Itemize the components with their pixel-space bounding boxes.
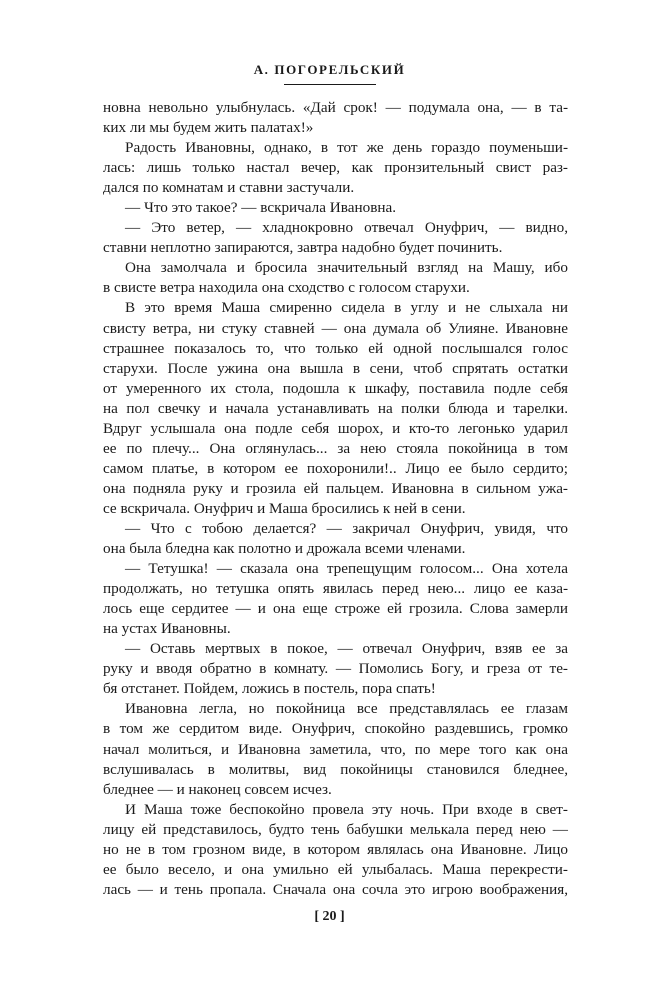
text-line: лось еще сердитее — и она еще строже ей грозила. Слова замерли (103, 600, 568, 618)
text-line: Ивановна легла, но покойница все представлялась ее глазам (125, 700, 568, 718)
text-line: страшнее показалось то, что только ей одной послышался голос (103, 339, 568, 357)
text-line: бя отстанет. Пойдем, ложись в постель, пора спать! (103, 680, 436, 698)
text-line: продолжать, но тетушка опять явилась перед нею... лицо ее каза- (103, 580, 568, 598)
text-line: в том же сердитом виде. Онуфрич, спокойно раздевшись, громко (103, 720, 568, 738)
text-line: руку и вводя обратно в комнату. — Помолись Богу, и греза от те- (103, 660, 568, 678)
text-line: на устах Ивановны. (103, 620, 231, 638)
text-line: — Тетушка! — сказала она трепещущим голосом... Она хотела (125, 560, 568, 578)
text-line: она была бледна как полотно и дрожала всеми членами. (103, 540, 466, 558)
page-body-text (103, 98, 568, 900)
text-line: она подняла руку и грозила ей пальцем. Ивановна в сильном ужа- (103, 479, 568, 497)
text-line: свисту ветра, ни стуку ставней — она думала об Улияне. Ивановне (103, 319, 568, 337)
header-rule (284, 84, 376, 85)
text-line: ее было весело, и она умильно ей улыбалась. Маша перекрести- (103, 860, 568, 878)
text-line: — Оставь мертвых в покое, — отвечал Онуфрич, взяв ее за (125, 640, 568, 658)
text-line: — Что с тобою делается? — закричал Онуфрич, увидя, что (125, 519, 568, 537)
text-line: ее по плечу... Она оглянулась... за нею стояла покойница в том (103, 439, 568, 457)
text-line: лась: лишь только настал вечер, как пронзительный свист раз- (103, 159, 568, 177)
text-line: в свисте ветра находила она сходство с голосом старухи. (103, 279, 470, 297)
text-line: новна невольно улыбнулась. «Дай срок! — подумала она, — в та- (103, 99, 568, 116)
text-line: от умеренного их стола, подошла к шкафу, поставила подле себя (103, 379, 568, 397)
text-line: но не в том грозном виде, в котором являлась она Ивановне. Лицо (103, 840, 568, 858)
page-number: [ 20 ] (314, 909, 345, 924)
text-line: Она замолчала и бросила значительный взгляд на Машу, ибо (125, 259, 568, 277)
text-line: — Это ветер, — хладнокровно отвечал Онуфрич, — видно, (125, 219, 568, 237)
text-line: дался по комнатам и ставни застучали. (103, 179, 355, 197)
text-line: лицу ей представилось, будто тень бабушки мелькала перед нею — (103, 820, 568, 838)
text-line: Вдруг услышала она подле себя шорох, и кто-то легонько ударил (103, 419, 568, 437)
text-line: И Маша тоже беспокойно провела эту ночь. При входе в свет- (125, 800, 568, 818)
text-line: — Что это такое? — вскричала Ивановна. (125, 199, 397, 217)
text-line: ких ли мы будем жить палатах!» (103, 119, 314, 137)
text-line: вслушивалась в молитвы, вид покойницы становился бледнее, (103, 760, 568, 778)
text-line: самом платье, в котором ее похоронили!.. Лицо ее было сердито; (103, 459, 568, 477)
running-header: А. ПОГОРЕЛЬСКИЙ (253, 62, 406, 77)
text-line: лась — и тень пропала. Сначала она сочла это игрою воображения, (103, 880, 568, 898)
text-line: ставни неплотно запираются, завтра надобно будет починить. (103, 239, 503, 257)
text-line: на пол свечку и начала устанавливать на полки блюда и тарелки. (103, 399, 568, 417)
text-line: се вскричала. Онуфрич и Маша бросились к ней в сени. (103, 499, 466, 517)
text-line: бледнее — и наконец совсем исчез. (103, 780, 332, 798)
text-line: Радость Ивановны, однако, в тот же день гораздо поуменьши- (125, 139, 568, 157)
text-line: начал молиться, и Ивановна заметила, что, по мере того как она (103, 740, 568, 758)
text-line: В это время Маша смиренно сидела в углу и не слыхала ни (125, 299, 568, 317)
text-line: старухи. После ужина она вышла в сени, чтоб спрятать остатки (103, 359, 568, 377)
